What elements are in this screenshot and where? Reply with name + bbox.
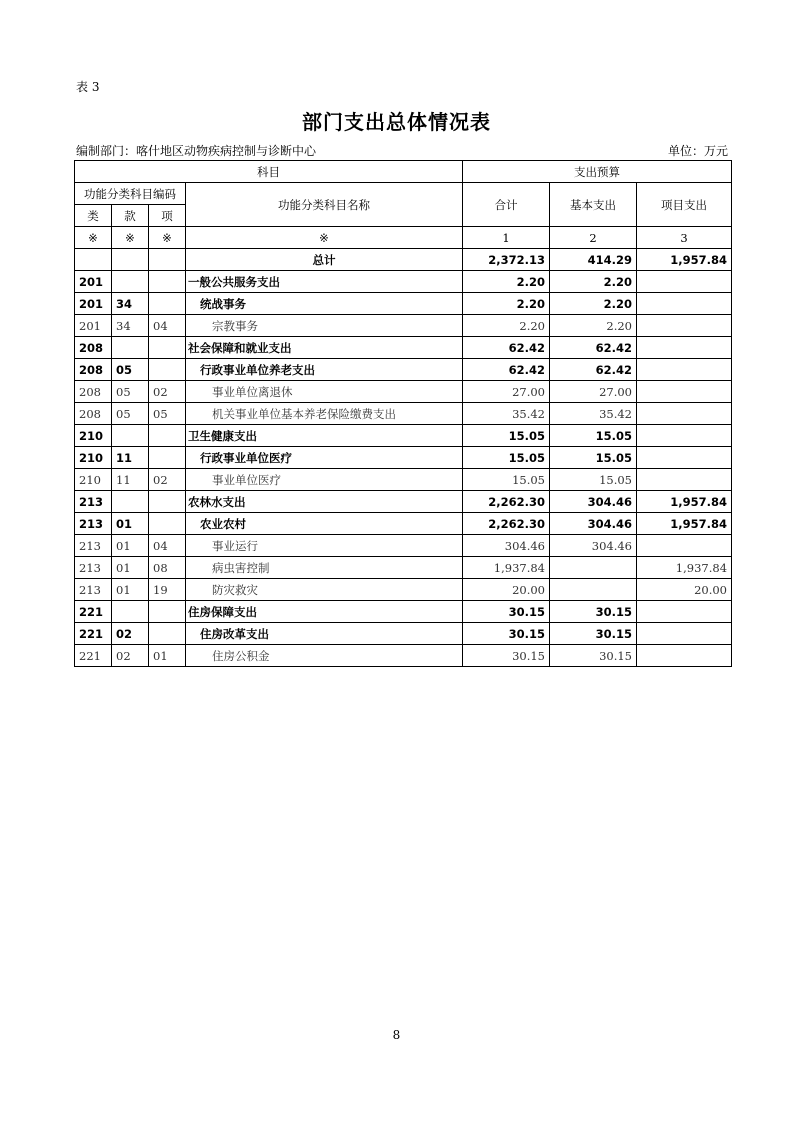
cell-kuan: 05 [112, 359, 149, 381]
header-lei: 类 [75, 205, 112, 227]
cell-xiang [149, 425, 186, 447]
cell-name: 卫生健康支出 [186, 425, 463, 447]
cell-project: 20.00 [637, 579, 732, 601]
cell-name: 事业单位离退休 [186, 381, 463, 403]
cell-name: 宗教事务 [186, 315, 463, 337]
cell-total: 62.42 [463, 337, 550, 359]
cell-xiang: 04 [149, 315, 186, 337]
cell-name: 机关事业单位基本养老保险缴费支出 [186, 403, 463, 425]
cell-basic: 414.29 [550, 249, 637, 271]
cell-xiang: 04 [149, 535, 186, 557]
cell-total: 30.15 [463, 623, 550, 645]
cell-basic: 27.00 [550, 381, 637, 403]
cell-lei: 221 [75, 623, 112, 645]
header-total: 合计 [463, 183, 550, 227]
cell-name: 行政事业单位医疗 [186, 447, 463, 469]
table-row [75, 315, 732, 337]
col-num-1: 1 [463, 227, 550, 249]
cell-basic: 30.15 [550, 623, 637, 645]
header-xiang: 项 [149, 205, 186, 227]
cell-name: 防灾救灾 [186, 579, 463, 601]
header-row-2 [75, 183, 732, 205]
table-label: 表 3 [76, 80, 100, 94]
cell-lei: 210 [75, 469, 112, 491]
cell-basic: 35.42 [550, 403, 637, 425]
cell-kuan: 11 [112, 469, 149, 491]
cell-project [637, 403, 732, 425]
cell-total: 30.15 [463, 601, 550, 623]
department-label: 编制部门：喀什地区动物疾病控制与诊断中心 [76, 144, 317, 158]
cell-xiang [149, 271, 186, 293]
header-budget: 支出预算 [463, 161, 732, 183]
expenditure-table [74, 160, 732, 667]
header-row-1 [75, 161, 732, 183]
cell-xiang [149, 513, 186, 535]
cell-kuan [112, 249, 149, 271]
cell-xiang: 08 [149, 557, 186, 579]
cell-kuan: 05 [112, 381, 149, 403]
cell-total: 15.05 [463, 469, 550, 491]
cell-xiang [149, 359, 186, 381]
cell-basic: 15.05 [550, 469, 637, 491]
cell-lei: 213 [75, 513, 112, 535]
cell-kuan [112, 425, 149, 447]
header-row-4 [75, 227, 732, 249]
table-row [75, 293, 732, 315]
mark-xiang: ※ [149, 227, 186, 249]
cell-xiang [149, 293, 186, 315]
cell-lei: 208 [75, 337, 112, 359]
table-row [75, 425, 732, 447]
cell-lei: 213 [75, 579, 112, 601]
cell-name: 行政事业单位养老支出 [186, 359, 463, 381]
cell-lei: 221 [75, 601, 112, 623]
cell-project: 1,957.84 [637, 513, 732, 535]
cell-basic: 304.46 [550, 513, 637, 535]
cell-kuan: 02 [112, 623, 149, 645]
mark-kuan: ※ [112, 227, 149, 249]
page-number: 8 [392, 1028, 401, 1042]
cell-basic: 304.46 [550, 535, 637, 557]
cell-xiang [149, 337, 186, 359]
cell-name: 统战事务 [186, 293, 463, 315]
cell-total: 20.00 [463, 579, 550, 601]
col-num-3: 3 [637, 227, 732, 249]
table-row [75, 381, 732, 403]
cell-project [637, 315, 732, 337]
table-row [75, 271, 732, 293]
cell-total: 1,937.84 [463, 557, 550, 579]
mark-name: ※ [186, 227, 463, 249]
cell-lei: 213 [75, 535, 112, 557]
cell-project [637, 359, 732, 381]
cell-kuan: 34 [112, 315, 149, 337]
cell-total: 27.00 [463, 381, 550, 403]
cell-total: 15.05 [463, 425, 550, 447]
cell-name: 总计 [186, 249, 463, 271]
cell-total: 15.05 [463, 447, 550, 469]
cell-basic: 62.42 [550, 337, 637, 359]
cell-name: 住房改革支出 [186, 623, 463, 645]
table-row [75, 469, 732, 491]
cell-name: 事业单位医疗 [186, 469, 463, 491]
cell-name: 住房保障支出 [186, 601, 463, 623]
cell-project [637, 645, 732, 667]
page-title: 部门支出总体情况表 [302, 110, 491, 134]
cell-kuan [112, 601, 149, 623]
cell-lei: 210 [75, 447, 112, 469]
cell-total: 2,262.30 [463, 513, 550, 535]
cell-total: 2,372.13 [463, 249, 550, 271]
col-num-2: 2 [550, 227, 637, 249]
cell-kuan [112, 271, 149, 293]
cell-lei: 213 [75, 557, 112, 579]
cell-lei: 201 [75, 271, 112, 293]
cell-lei: 208 [75, 381, 112, 403]
header-basic: 基本支出 [550, 183, 637, 227]
cell-basic: 2.20 [550, 271, 637, 293]
cell-project: 1,957.84 [637, 491, 732, 513]
header-subject: 科目 [75, 161, 463, 183]
cell-project [637, 271, 732, 293]
cell-xiang [149, 447, 186, 469]
cell-name: 住房公积金 [186, 645, 463, 667]
cell-project [637, 535, 732, 557]
table-row [75, 557, 732, 579]
cell-name: 一般公共服务支出 [186, 271, 463, 293]
cell-basic: 30.15 [550, 601, 637, 623]
table-row [75, 359, 732, 381]
cell-project [637, 601, 732, 623]
cell-xiang: 19 [149, 579, 186, 601]
cell-xiang: 05 [149, 403, 186, 425]
table-row [75, 491, 732, 513]
cell-name: 农林水支出 [186, 491, 463, 513]
header-code-group: 功能分类科目编码 [75, 183, 186, 205]
cell-project [637, 337, 732, 359]
cell-lei: 208 [75, 403, 112, 425]
cell-total: 2.20 [463, 293, 550, 315]
cell-lei: 208 [75, 359, 112, 381]
cell-lei [75, 249, 112, 271]
table-row [75, 535, 732, 557]
cell-project [637, 381, 732, 403]
table-row [75, 623, 732, 645]
cell-basic: 304.46 [550, 491, 637, 513]
cell-kuan: 34 [112, 293, 149, 315]
table-row [75, 403, 732, 425]
cell-xiang [149, 249, 186, 271]
cell-project [637, 469, 732, 491]
cell-project [637, 293, 732, 315]
cell-kuan: 11 [112, 447, 149, 469]
cell-xiang: 02 [149, 469, 186, 491]
table-row [75, 513, 732, 535]
header-name: 功能分类科目名称 [186, 183, 463, 227]
cell-lei: 213 [75, 491, 112, 513]
cell-total: 35.42 [463, 403, 550, 425]
cell-total: 62.42 [463, 359, 550, 381]
cell-name: 事业运行 [186, 535, 463, 557]
cell-total: 2.20 [463, 271, 550, 293]
cell-kuan: 01 [112, 557, 149, 579]
cell-total: 2.20 [463, 315, 550, 337]
cell-basic: 15.05 [550, 447, 637, 469]
cell-xiang: 02 [149, 381, 186, 403]
cell-project [637, 623, 732, 645]
cell-project: 1,957.84 [637, 249, 732, 271]
cell-basic [550, 557, 637, 579]
cell-basic [550, 579, 637, 601]
cell-total: 30.15 [463, 645, 550, 667]
cell-xiang: 01 [149, 645, 186, 667]
cell-xiang [149, 491, 186, 513]
mark-lei: ※ [75, 227, 112, 249]
cell-kuan: 01 [112, 579, 149, 601]
cell-lei: 210 [75, 425, 112, 447]
cell-kuan [112, 337, 149, 359]
cell-basic: 62.42 [550, 359, 637, 381]
cell-kuan [112, 491, 149, 513]
table-row [75, 337, 732, 359]
cell-kuan: 05 [112, 403, 149, 425]
cell-total: 304.46 [463, 535, 550, 557]
cell-project [637, 425, 732, 447]
table-row [75, 579, 732, 601]
cell-xiang [149, 601, 186, 623]
cell-basic: 30.15 [550, 645, 637, 667]
cell-basic: 2.20 [550, 315, 637, 337]
cell-basic: 2.20 [550, 293, 637, 315]
cell-kuan: 01 [112, 513, 149, 535]
cell-name: 病虫害控制 [186, 557, 463, 579]
header-kuan: 款 [112, 205, 149, 227]
cell-lei: 201 [75, 293, 112, 315]
cell-xiang [149, 623, 186, 645]
table-row [75, 447, 732, 469]
cell-kuan: 01 [112, 535, 149, 557]
cell-total: 2,262.30 [463, 491, 550, 513]
table-row [75, 601, 732, 623]
cell-name: 农业农村 [186, 513, 463, 535]
cell-lei: 201 [75, 315, 112, 337]
table-row [75, 645, 732, 667]
cell-project [637, 447, 732, 469]
cell-basic: 15.05 [550, 425, 637, 447]
unit-label: 单位：万元 [667, 144, 728, 158]
cell-kuan: 02 [112, 645, 149, 667]
cell-project: 1,937.84 [637, 557, 732, 579]
table-row [75, 249, 732, 271]
cell-name: 社会保障和就业支出 [186, 337, 463, 359]
cell-lei: 221 [75, 645, 112, 667]
header-project: 项目支出 [637, 183, 732, 227]
